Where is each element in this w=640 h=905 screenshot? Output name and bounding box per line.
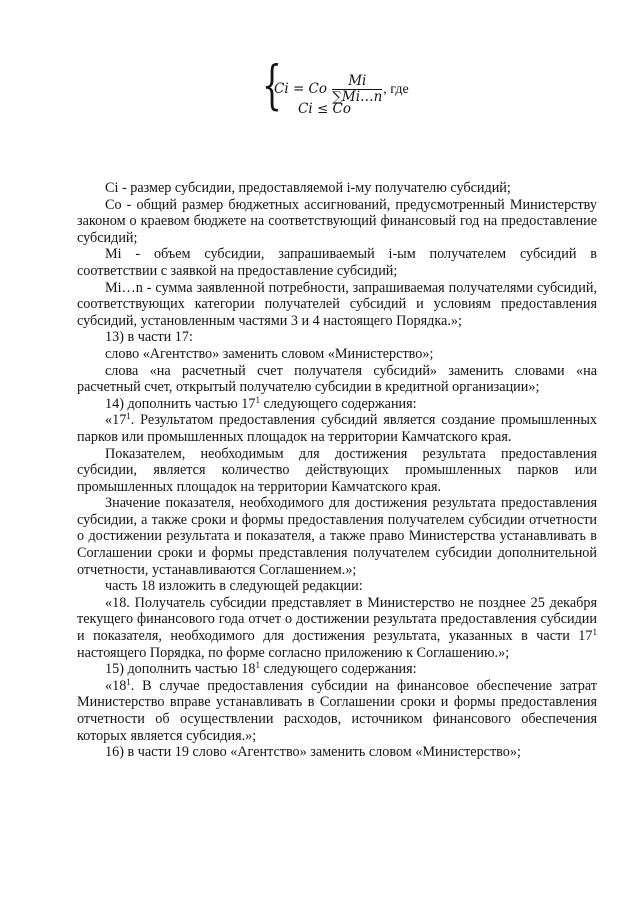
superscript: 1 bbox=[592, 627, 597, 638]
paragraph: 13) в части 17: bbox=[105, 329, 193, 346]
paragraph bbox=[77, 678, 597, 744]
superscript: 1 bbox=[126, 676, 131, 687]
superscript: 1 bbox=[255, 394, 260, 405]
paragraph: слово «Агентство» заменить словом «Министерство»; bbox=[105, 345, 434, 362]
paragraph-text: 14) дополнить частью 17 bbox=[105, 395, 256, 412]
paragraph: 16) в части 19 слово «Агентство» заменить словом «Министерство»; bbox=[105, 744, 521, 761]
paragraph: Mi - объем субсидии, запрашиваемый i-ым получателем субсидий в соответствии с заявкой на предоставление субсидий; bbox=[77, 246, 597, 279]
paragraph-text: «18. Получатель субсидии представляет в Министерство не позднее 25 декабря текущего финансового года отчет о достижении результата предоставления субсидии и показателя, необходимого для достижения результата, указанных в части 17 bbox=[77, 594, 597, 645]
formula-brace: { bbox=[262, 56, 282, 116]
paragraph: Значение показателя, необходимого для достижения результата предоставления субсидии, а также сроки и формы предоставления получателем субсидии отчетности о достижении результата и показателя, а также право Министерства устанавливать в Соглашении сроки и формы представления получателем субсидии дополнительной отчетности, устанавливаются Соглашением.»; bbox=[77, 495, 597, 578]
paragraph-text: следующего содержания: bbox=[260, 395, 417, 412]
paragraph: Показателем, необходимым для достижения результата предоставления субсидии, является количество действующих промышленных парков или промышленных площадок на территории Камчатского края. bbox=[77, 445, 597, 495]
formula-lhs: Ci = Co bbox=[274, 81, 327, 97]
paragraph-text: . В случае предоставления субсидии на финансовое обеспечение затрат Министерство вправе устанавливать в Соглашении сроки и формы предоставления отчетности об осуществлении расходов, источником финансового обеспечения которых является субсидия.»; bbox=[77, 677, 597, 744]
paragraph-text: следующего содержания: bbox=[260, 661, 417, 678]
formula-suffix: , где bbox=[383, 82, 409, 97]
paragraph-text: «17 bbox=[105, 412, 127, 429]
paragraph-text: . Результатом предоставления субсидий является создание промышленных парков или промышленных площадок на территории Камчатского края. bbox=[77, 412, 597, 445]
document-body bbox=[77, 180, 597, 761]
paragraph bbox=[77, 396, 597, 413]
paragraph-text: 15) дополнить частью 18 bbox=[105, 661, 256, 678]
paragraph-text: настоящего Порядка, по форме согласно приложению к Соглашению.»; bbox=[77, 644, 510, 661]
paragraph: часть 18 изложить в следующей редакции: bbox=[105, 578, 363, 595]
paragraph: Co - общий размер бюджетных ассигнований, предусмотренный Министерству законом о краевом бюджете на соответствующий финансовый год на предоставление субсидий; bbox=[77, 196, 597, 246]
paragraph-text: «18 bbox=[105, 677, 127, 694]
paragraph: Mi…n - сумма заявленной потребности, запрашиваемая получателями субсидий, соответствующих категории получателей субсидий и условиям предоставления субсидий, установленным частями 3 и 4 настоящего Порядка.»; bbox=[77, 279, 597, 329]
paragraph bbox=[77, 595, 597, 661]
superscript: 1 bbox=[255, 660, 260, 671]
paragraph: Ci - размер субсидии, предоставляемой i-му получателю субсидий; bbox=[105, 180, 511, 196]
formula-denominator: ∑Mi…n bbox=[332, 89, 383, 105]
formula-numerator: Mi bbox=[332, 74, 382, 90]
paragraph bbox=[77, 412, 597, 445]
paragraph: слова «на расчетный счет получателя субсидий» заменить словами «на расчетный счет, открытый получателю субсидии в кредитной организации»; bbox=[77, 362, 597, 396]
paragraph bbox=[77, 661, 597, 678]
formula-condition: Ci ≤ Co bbox=[298, 101, 351, 117]
superscript: 1 bbox=[126, 411, 131, 422]
